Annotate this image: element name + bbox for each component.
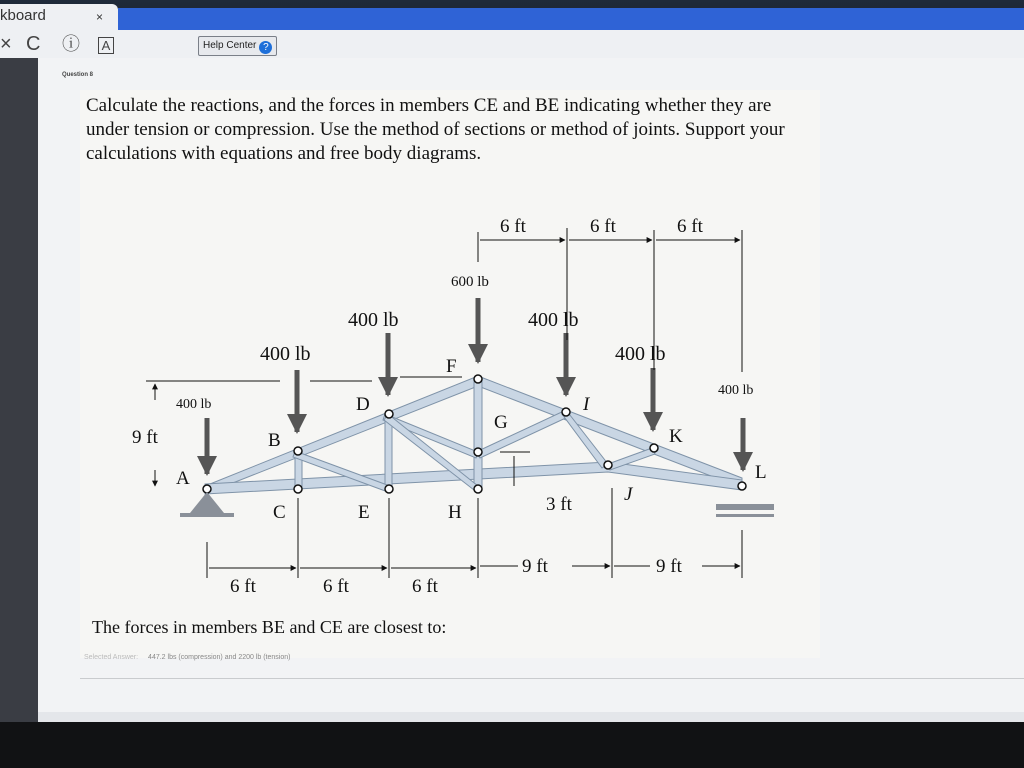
laptop-bezel	[0, 722, 1024, 768]
truss-members	[205, 376, 742, 494]
browser-tab-bar	[0, 0, 1024, 30]
truss-diagram	[120, 200, 820, 600]
top-dim-3: 6 ft	[677, 216, 703, 237]
browser-toolbar	[0, 30, 1024, 59]
joint-G: G	[494, 412, 508, 433]
joint-K: K	[669, 426, 683, 447]
reload-icon[interactable]: C	[26, 33, 41, 55]
help-icon: ?	[259, 41, 272, 54]
bottom-dim-1: 6 ft	[230, 576, 256, 597]
left-panel	[0, 58, 38, 722]
question-number: Question 8	[62, 72, 94, 78]
browser-tab[interactable]	[0, 4, 118, 30]
joint-L: L	[755, 462, 767, 483]
top-dim-1: 6 ft	[500, 216, 526, 237]
load-B: 400 lb	[260, 343, 311, 365]
load-I: 400 lb	[528, 309, 579, 331]
bottom-dim-3: 6 ft	[412, 576, 438, 597]
joint-D: D	[356, 394, 370, 415]
joint-B: B	[268, 430, 281, 451]
close-icon[interactable]: ×	[0, 33, 12, 55]
selected-answer-label: Selected Answer:	[84, 654, 139, 661]
bottom-dim-2: 6 ft	[323, 576, 349, 597]
joint-A: A	[176, 468, 190, 489]
joint-I: I	[583, 394, 590, 415]
top-dim-2: 6 ft	[590, 216, 616, 237]
joint-F: F	[446, 356, 457, 377]
joint-H: H	[448, 502, 462, 523]
help-center-label: Help Center	[203, 40, 257, 51]
help-center-button[interactable]	[198, 36, 277, 56]
top-dimensions	[478, 228, 742, 372]
load-D: 400 lb	[348, 309, 399, 331]
question-ask: The forces in members BE and CE are closest to:	[92, 617, 447, 637]
tab-title: kboard	[0, 7, 46, 24]
load-A: 400 lb	[176, 397, 212, 412]
question-prompt: Calculate the reactions, and the forces in members CE and BE indicating whether they are under tension or compression. Use the method of sections or method of joints. Support your calculations with equations and free body diagrams.	[86, 95, 785, 164]
extension-icon[interactable]: A	[98, 37, 114, 54]
bottom-dim-4: 9 ft	[522, 556, 548, 577]
tab-strip	[118, 8, 1024, 30]
site-info-icon[interactable]: ⓘ	[62, 34, 80, 54]
height-dim: 9 ft	[132, 427, 158, 448]
load-L: 400 lb	[718, 383, 754, 398]
supports	[180, 492, 774, 517]
joint-C: C	[273, 502, 286, 523]
joint-J: J	[624, 484, 633, 505]
figure-labels	[132, 216, 767, 597]
selected-answer-text: 447.2 lbs (compression) and 2200 lb (tension)	[148, 654, 291, 661]
joint-E: E	[358, 502, 370, 523]
rise-dim: 3 ft	[546, 494, 572, 515]
load-K: 400 lb	[615, 343, 666, 365]
divider	[80, 678, 1024, 679]
bottom-dim-5: 9 ft	[656, 556, 682, 577]
tab-close-icon[interactable]: ×	[96, 10, 104, 24]
load-F: 600 lb	[451, 274, 489, 290]
selected-answer	[84, 654, 290, 661]
